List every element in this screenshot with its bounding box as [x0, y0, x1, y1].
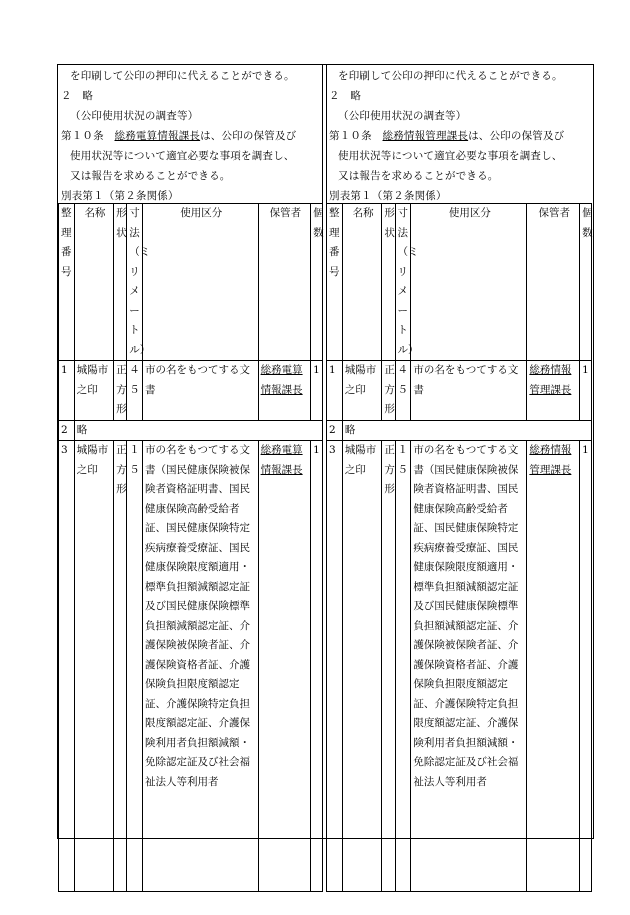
header-name: 名称 [342, 204, 382, 361]
article-caption: （公印使用状況の調査等） [338, 110, 467, 122]
article-10-line-3: 又は報告を求めることができる。 [70, 170, 231, 182]
article-10-line-2: 使用状況等について適宜必要な事項を調査し、 [338, 150, 563, 162]
header-no: 整理番号 [327, 204, 343, 361]
header-keeper: 保管者 [527, 204, 580, 361]
cell-name: 城陽市之印 [74, 441, 113, 892]
new-text-column [323, 65, 593, 838]
cell-size: １５ [395, 441, 411, 892]
officer-title-underlined: 総務電算情報課長 [114, 130, 201, 142]
cell-no: 2 [327, 420, 343, 441]
article-10-line-3: 又は報告を求めることができる。 [338, 170, 499, 182]
cell-no: 1 [59, 361, 75, 421]
cell-no: 3 [327, 441, 343, 892]
table-row [327, 441, 592, 892]
cell-shape: 正方形 [114, 361, 127, 421]
cell-name: 城陽市之印 [342, 361, 382, 421]
table-header-row [327, 204, 592, 361]
cell-no: 1 [327, 361, 343, 421]
table-row [59, 420, 323, 441]
cell-name: 城陽市之印 [74, 361, 113, 421]
old-text-column [58, 65, 323, 838]
paragraph-2-omitted: ２ 略 [61, 90, 94, 102]
continuation-line: を印刷して公印の押印に代えることができる。 [338, 70, 563, 82]
appendix-title: 別表第１（第２条関係） [329, 190, 447, 202]
header-shape: 形状 [382, 204, 395, 361]
header-no: 整理番号 [59, 204, 75, 361]
cell-size: ４５ [395, 361, 411, 421]
table-row [59, 441, 323, 892]
comparison-page [57, 64, 594, 839]
table-row [327, 361, 592, 421]
header-count: 個数 [311, 204, 323, 361]
paragraph-2-omitted: ２ 略 [329, 90, 362, 102]
cell-use: 市の名をもつてする文書（国民健康保険被保険者資格証明書、国民健康保険高齢受給者証、国民健康保険特定疾病療養受療証、国民健康保険限度額適用・標準負担額減額認定証及び国民健康保険標準負担額減額認定証、介護保険被保険者証、介護保険資格者証、介護保険負担限度額認定証、介護保険特定負担限度額認定証、介護保険利用者負担額減額・免除認定証及び社会福祉法人等利用者 [411, 441, 527, 892]
appendix-table [58, 203, 323, 892]
article-10-suffix: は、公印の保管及び [468, 130, 565, 142]
cell-keeper: 総務電算情報課長 [258, 361, 311, 421]
header-name: 名称 [74, 204, 113, 361]
continuation-line: を印刷して公印の押印に代えることができる。 [70, 70, 295, 82]
cell-use: 市の名をもつてする文書（国民健康保険被保険者資格証明書、国民健康保険高齢受給者証、国民健康保険特定疾病療養受療証、国民健康保険限度額適用・標準負担額減額認定証及び国民健康保険標準負担額減額認定証、介護保険被保険者証、介護保険資格者証、介護保険負担限度額認定証、介護保険特定負担限度額認定証、介護保険利用者負担額減額・免除認定証及び社会福祉法人等利用者 [143, 441, 259, 892]
cell-count: 1 [580, 361, 592, 421]
header-shape: 形状 [114, 204, 127, 361]
article-10-line-1 [61, 129, 296, 143]
cell-keeper: 総務情報管理課長 [527, 441, 580, 892]
article-10-line-1 [329, 129, 564, 143]
header-keeper: 保管者 [258, 204, 311, 361]
cell-no: 2 [59, 420, 75, 441]
cell-omitted: 略 [74, 420, 322, 441]
cell-no: 3 [59, 441, 75, 892]
cell-keeper: 総務電算情報課長 [258, 441, 311, 892]
cell-name: 城陽市之印 [342, 441, 382, 892]
table-row [59, 361, 323, 421]
article-10-prefix: 第１０条 [61, 130, 115, 142]
article-caption: （公印使用状況の調査等） [70, 110, 199, 122]
header-use: 使用区分 [143, 204, 259, 361]
cell-size: ４５ [127, 361, 143, 421]
cell-omitted: 略 [342, 420, 591, 441]
appendix-title: 別表第１（第２条関係） [61, 190, 179, 202]
article-10-prefix: 第１０条 [329, 130, 383, 142]
header-use: 使用区分 [411, 204, 527, 361]
article-10-suffix: は、公印の保管及び [200, 130, 297, 142]
article-10-line-2: 使用状況等について適宜必要な事項を調査し、 [70, 150, 295, 162]
officer-title-underlined: 総務情報管理課長 [382, 130, 469, 142]
cell-use: 市の名をもつてする文書 [411, 361, 527, 421]
cell-count: 1 [311, 361, 323, 421]
cell-count: 1 [580, 441, 592, 892]
cell-use: 市の名をもつてする文書 [143, 361, 259, 421]
table-header-row [59, 204, 323, 361]
cell-keeper: 総務情報管理課長 [527, 361, 580, 421]
appendix-table [326, 203, 592, 892]
cell-size: １５ [127, 441, 143, 892]
header-count: 個数 [580, 204, 592, 361]
cell-count: 1 [311, 441, 323, 892]
table-row [327, 420, 592, 441]
cell-shape: 正方形 [382, 361, 395, 421]
header-size: 寸法（ミリメートル） [395, 204, 411, 361]
header-size: 寸法（ミリメートル） [127, 204, 143, 361]
cell-shape: 正方形 [382, 441, 395, 892]
cell-shape: 正方形 [114, 441, 127, 892]
